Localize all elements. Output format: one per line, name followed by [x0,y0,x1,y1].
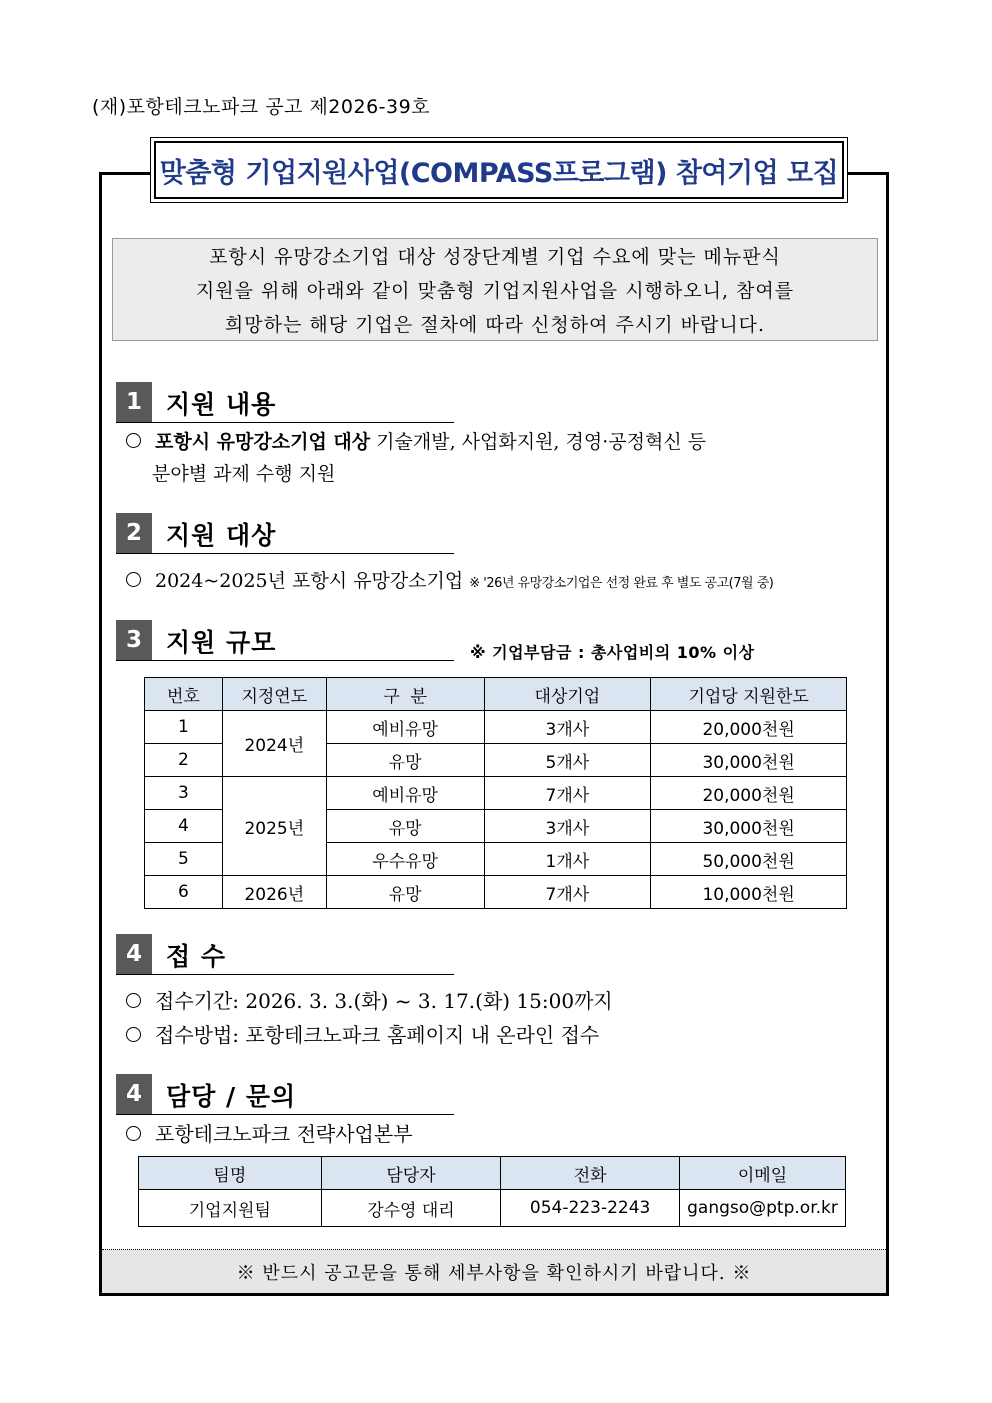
support-target-note: ※ '26년 유망강소기업은 선정 완료 후 별도 공고(7월 중) [469,576,774,591]
footer-note: ※ 반드시 공고문을 통해 세부사항을 확인하시기 바랍니다. ※ [102,1250,886,1293]
notice-number: (재)포항테크노파크 공고 제2026-39호 [92,96,431,118]
section-4-heading [116,934,454,975]
support-target-text: 2024~2025년 포항시 유망강소기업 [155,570,464,592]
cell-phone: 054-223-2243 [501,1190,680,1227]
cell-no: 4 [145,810,223,843]
section-2-heading [116,513,454,554]
header-year: 지정연도 [222,678,326,711]
contact-dept-text: 포항테크노파크 전략사업본부 [155,1122,413,1146]
header-person: 담당자 [321,1157,501,1190]
contact-dept-bullet [126,1118,413,1150]
cell-count: 7개사 [484,777,651,810]
section-contact-heading [116,1074,454,1115]
cell-limit: 30,000천원 [651,744,847,777]
cell-no: 6 [145,876,223,909]
table-header-row [139,1157,846,1190]
circle-bullet-icon [126,1027,141,1042]
cell-no: 5 [145,843,223,876]
cell-count: 3개사 [484,711,651,744]
reception-method-text: 접수방법: 포항테크노파크 홈페이지 내 온라인 접수 [155,1023,600,1047]
support-content-bullet [126,426,706,458]
cell-year: 2024년 [222,711,326,777]
cell-type: 유망 [326,876,484,909]
section-title: 담당 / 문의 [166,1082,297,1111]
reception-period-bullet [126,985,613,1017]
cell-type: 우수유망 [326,843,484,876]
section-number: 4 [116,1074,152,1114]
cell-type: 유망 [326,810,484,843]
intro-line: 희망하는 해당 기업은 절차에 따라 신청하여 주시기 바랍니다. [224,314,766,336]
cost-share-note: ※ 기업부담금 : 총사업비의 10% 이상 [470,643,755,662]
reception-period-text: 접수기간: 2026. 3. 3.(화) ~ 3. 17.(화) 15:00까지 [155,989,613,1013]
section-title: 지원 대상 [166,521,277,550]
cell-count: 1개사 [484,843,651,876]
support-content-text: 기술개발, 사업화지원, 경영·공정혁신 등 [370,431,707,453]
cell-limit: 50,000천원 [651,843,847,876]
table-row [145,777,847,810]
intro-line: 포항시 유망강소기업 대상 성장단계별 기업 수요에 맞는 메뉴판식 [209,246,781,268]
circle-bullet-icon [126,1126,141,1141]
header-limit: 기업당 지원한도 [651,678,847,711]
cell-limit: 30,000천원 [651,810,847,843]
section-number: 3 [116,620,152,660]
section-number: 2 [116,513,152,553]
header-count: 대상기업 [484,678,651,711]
header-email: 이메일 [680,1157,846,1190]
support-target-bold: 포항시 유망강소기업 대상 [155,431,371,453]
cell-count: 3개사 [484,810,651,843]
cell-type: 유망 [326,744,484,777]
support-content-line2: 분야별 과제 수행 지원 [152,463,336,485]
cell-type: 예비유망 [326,777,484,810]
header-no: 번호 [145,678,223,711]
header-type: 구 분 [326,678,484,711]
header-phone: 전화 [501,1157,680,1190]
support-scale-table [144,677,847,909]
cell-email: gangso@ptp.or.kr [680,1190,846,1227]
table-row [145,711,847,744]
table-header-row [145,678,847,711]
table-row [139,1190,846,1227]
section-3-heading [116,620,454,661]
cell-person: 강수영 대리 [321,1190,501,1227]
cell-year: 2026년 [222,876,326,909]
section-number: 4 [116,934,152,974]
cell-count: 7개사 [484,876,651,909]
page-title: 맞춤형 기업지원사업(COMPASS프로그램) 참여기업 모집 [154,141,844,199]
section-title: 지원 규모 [166,628,277,657]
section-title: 지원 내용 [166,390,277,419]
support-target-bullet [126,565,773,600]
header-team: 팀명 [139,1157,322,1190]
table-row [145,876,847,909]
cell-type: 예비유망 [326,711,484,744]
cell-team: 기업지원팀 [139,1190,322,1227]
intro-box [112,238,878,341]
cell-limit: 20,000천원 [651,711,847,744]
cell-no: 3 [145,777,223,810]
cell-year: 2025년 [222,777,326,876]
reception-method-bullet [126,1019,599,1051]
cell-limit: 20,000천원 [651,777,847,810]
section-1-heading [116,382,454,423]
cell-no: 1 [145,711,223,744]
circle-bullet-icon [126,572,141,587]
cell-no: 2 [145,744,223,777]
intro-line: 지원을 위해 아래와 같이 맞춤형 기업지원사업을 시행하오니, 참여를 [195,280,795,302]
contact-table [138,1156,846,1227]
cell-limit: 10,000천원 [651,876,847,909]
circle-bullet-icon [126,993,141,1008]
circle-bullet-icon [126,433,141,448]
cell-count: 5개사 [484,744,651,777]
section-title: 접 수 [166,942,227,971]
title-box [150,137,848,203]
section-number: 1 [116,382,152,422]
